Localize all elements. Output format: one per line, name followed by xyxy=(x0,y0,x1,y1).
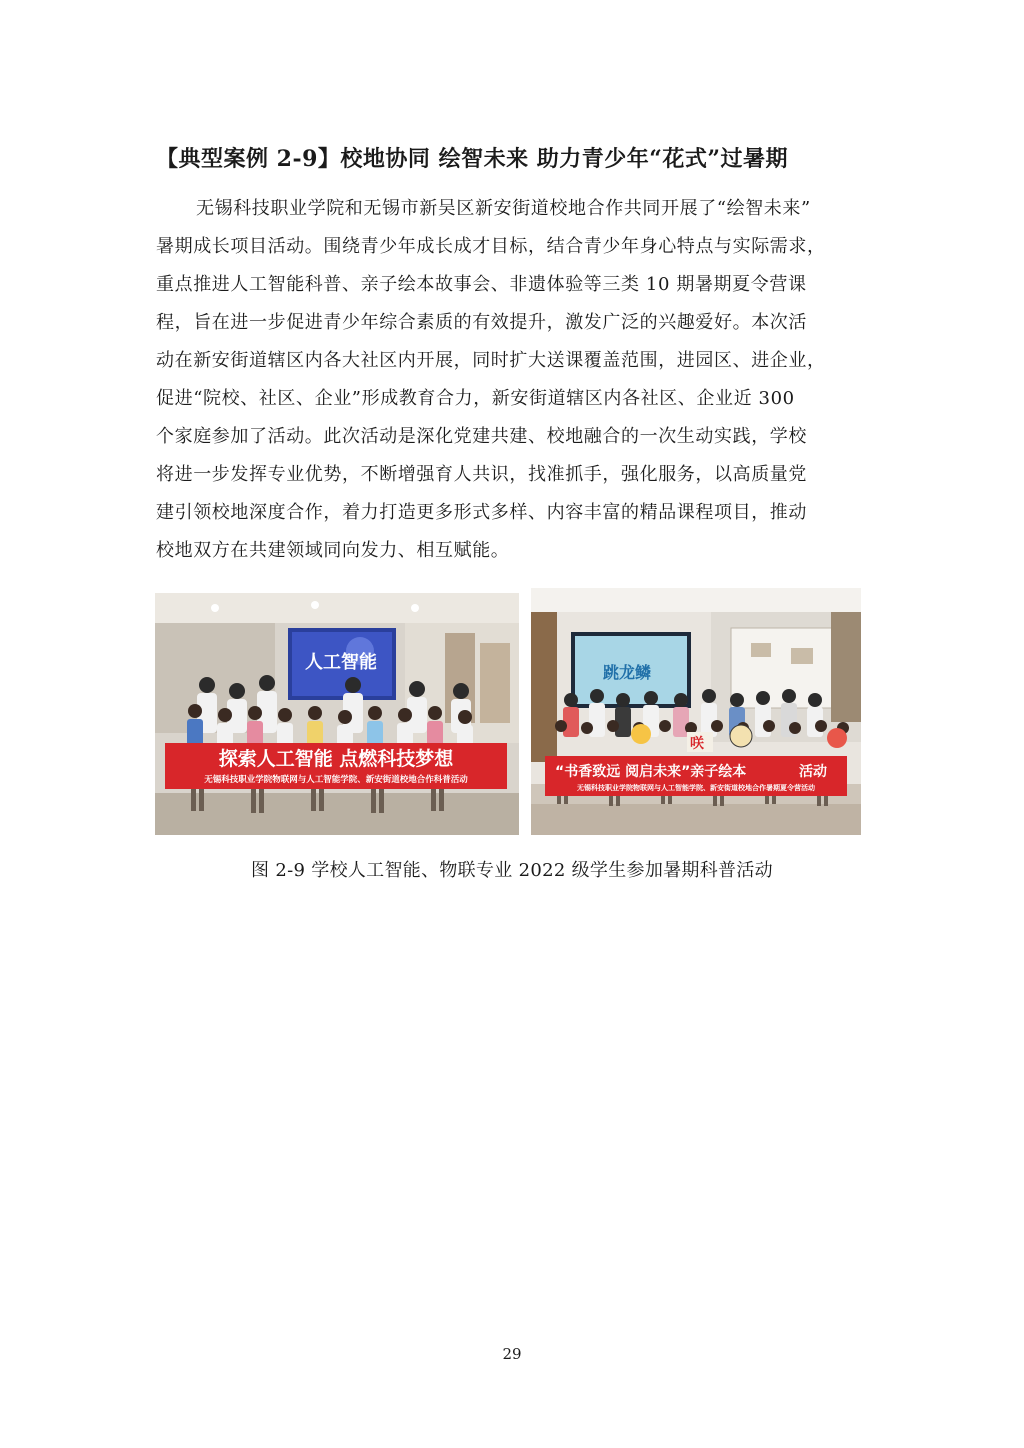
photo-reading-activity xyxy=(531,588,861,835)
group-photo-illustration xyxy=(155,593,519,835)
paragraph-line: 个家庭参加了活动。此次活动是深化党建共建、校地融合的一次生动实践，学校 xyxy=(156,426,807,447)
figure-caption: 图 2-9 学校人工智能、物联专业 2022 级学生参加暑期科普活动 xyxy=(251,860,773,881)
paragraph-line: 暑期成长项目活动。围绕青少年成长成才目标，结合青少年身心特点与实际需求， xyxy=(156,236,826,257)
paragraph-line: 重点推进人工智能科普、亲子绘本故事会、非遗体验等三类 10 期暑期夏令营课 xyxy=(156,274,807,295)
page-number: 29 xyxy=(502,1345,522,1363)
sign-text: 咲 xyxy=(690,736,704,752)
paragraph-line: 校地双方在共建领域同向发力、相互赋能。 xyxy=(156,540,510,561)
case-paragraph xyxy=(156,190,870,570)
photo-ai-science-activity xyxy=(155,593,519,835)
paragraph-line: 建引领校地深度合作，着力打造更多形式多样、内容丰富的精品课程项目，推动 xyxy=(156,502,807,523)
paragraph-line: 促进“院校、社区、企业”形成教育合力，新安街道辖区内各社区、企业近 300 xyxy=(156,388,795,409)
group-photo-illustration xyxy=(531,588,861,835)
screen-text: 跳龙鳞 xyxy=(603,663,652,682)
paragraph-line: 无锡科技职业学院和无锡市新吴区新安街道校地合作共同开展了“绘智未来” xyxy=(196,198,811,219)
paragraph-line: 将进一步发挥专业优势，不断增强育人共识，找准抓手，强化服务，以高质量党 xyxy=(156,464,807,485)
screen-text: 人工智能 xyxy=(305,652,377,673)
paragraph-line: 程，旨在进一步促进青少年综合素质的有效提升，激发广泛的兴趣爱好。本次活 xyxy=(156,312,807,333)
case-heading: 【典型案例 2-9】校地协同 绘智未来 助力青少年“花式”过暑期 xyxy=(156,146,789,172)
paragraph-line: 动在新安街道辖区内各大社区内开展，同时扩大送课覆盖范围，进园区、进企业， xyxy=(156,350,826,371)
banner-end-text: 活动 xyxy=(799,764,827,780)
banner-main-text: 探索人工智能 点燃科技梦想 xyxy=(218,748,454,770)
banner-main-text: “书香致远 阅启未来”亲子绘本 xyxy=(555,764,747,780)
banner-sub-text: 无锡科技职业学院物联网与人工智能学院、新安街道校地合作暑期夏令营活动 xyxy=(577,784,815,792)
banner-sub-text: 无锡科技职业学院物联网与人工智能学院、新安街道校地合作科普活动 xyxy=(204,775,468,785)
